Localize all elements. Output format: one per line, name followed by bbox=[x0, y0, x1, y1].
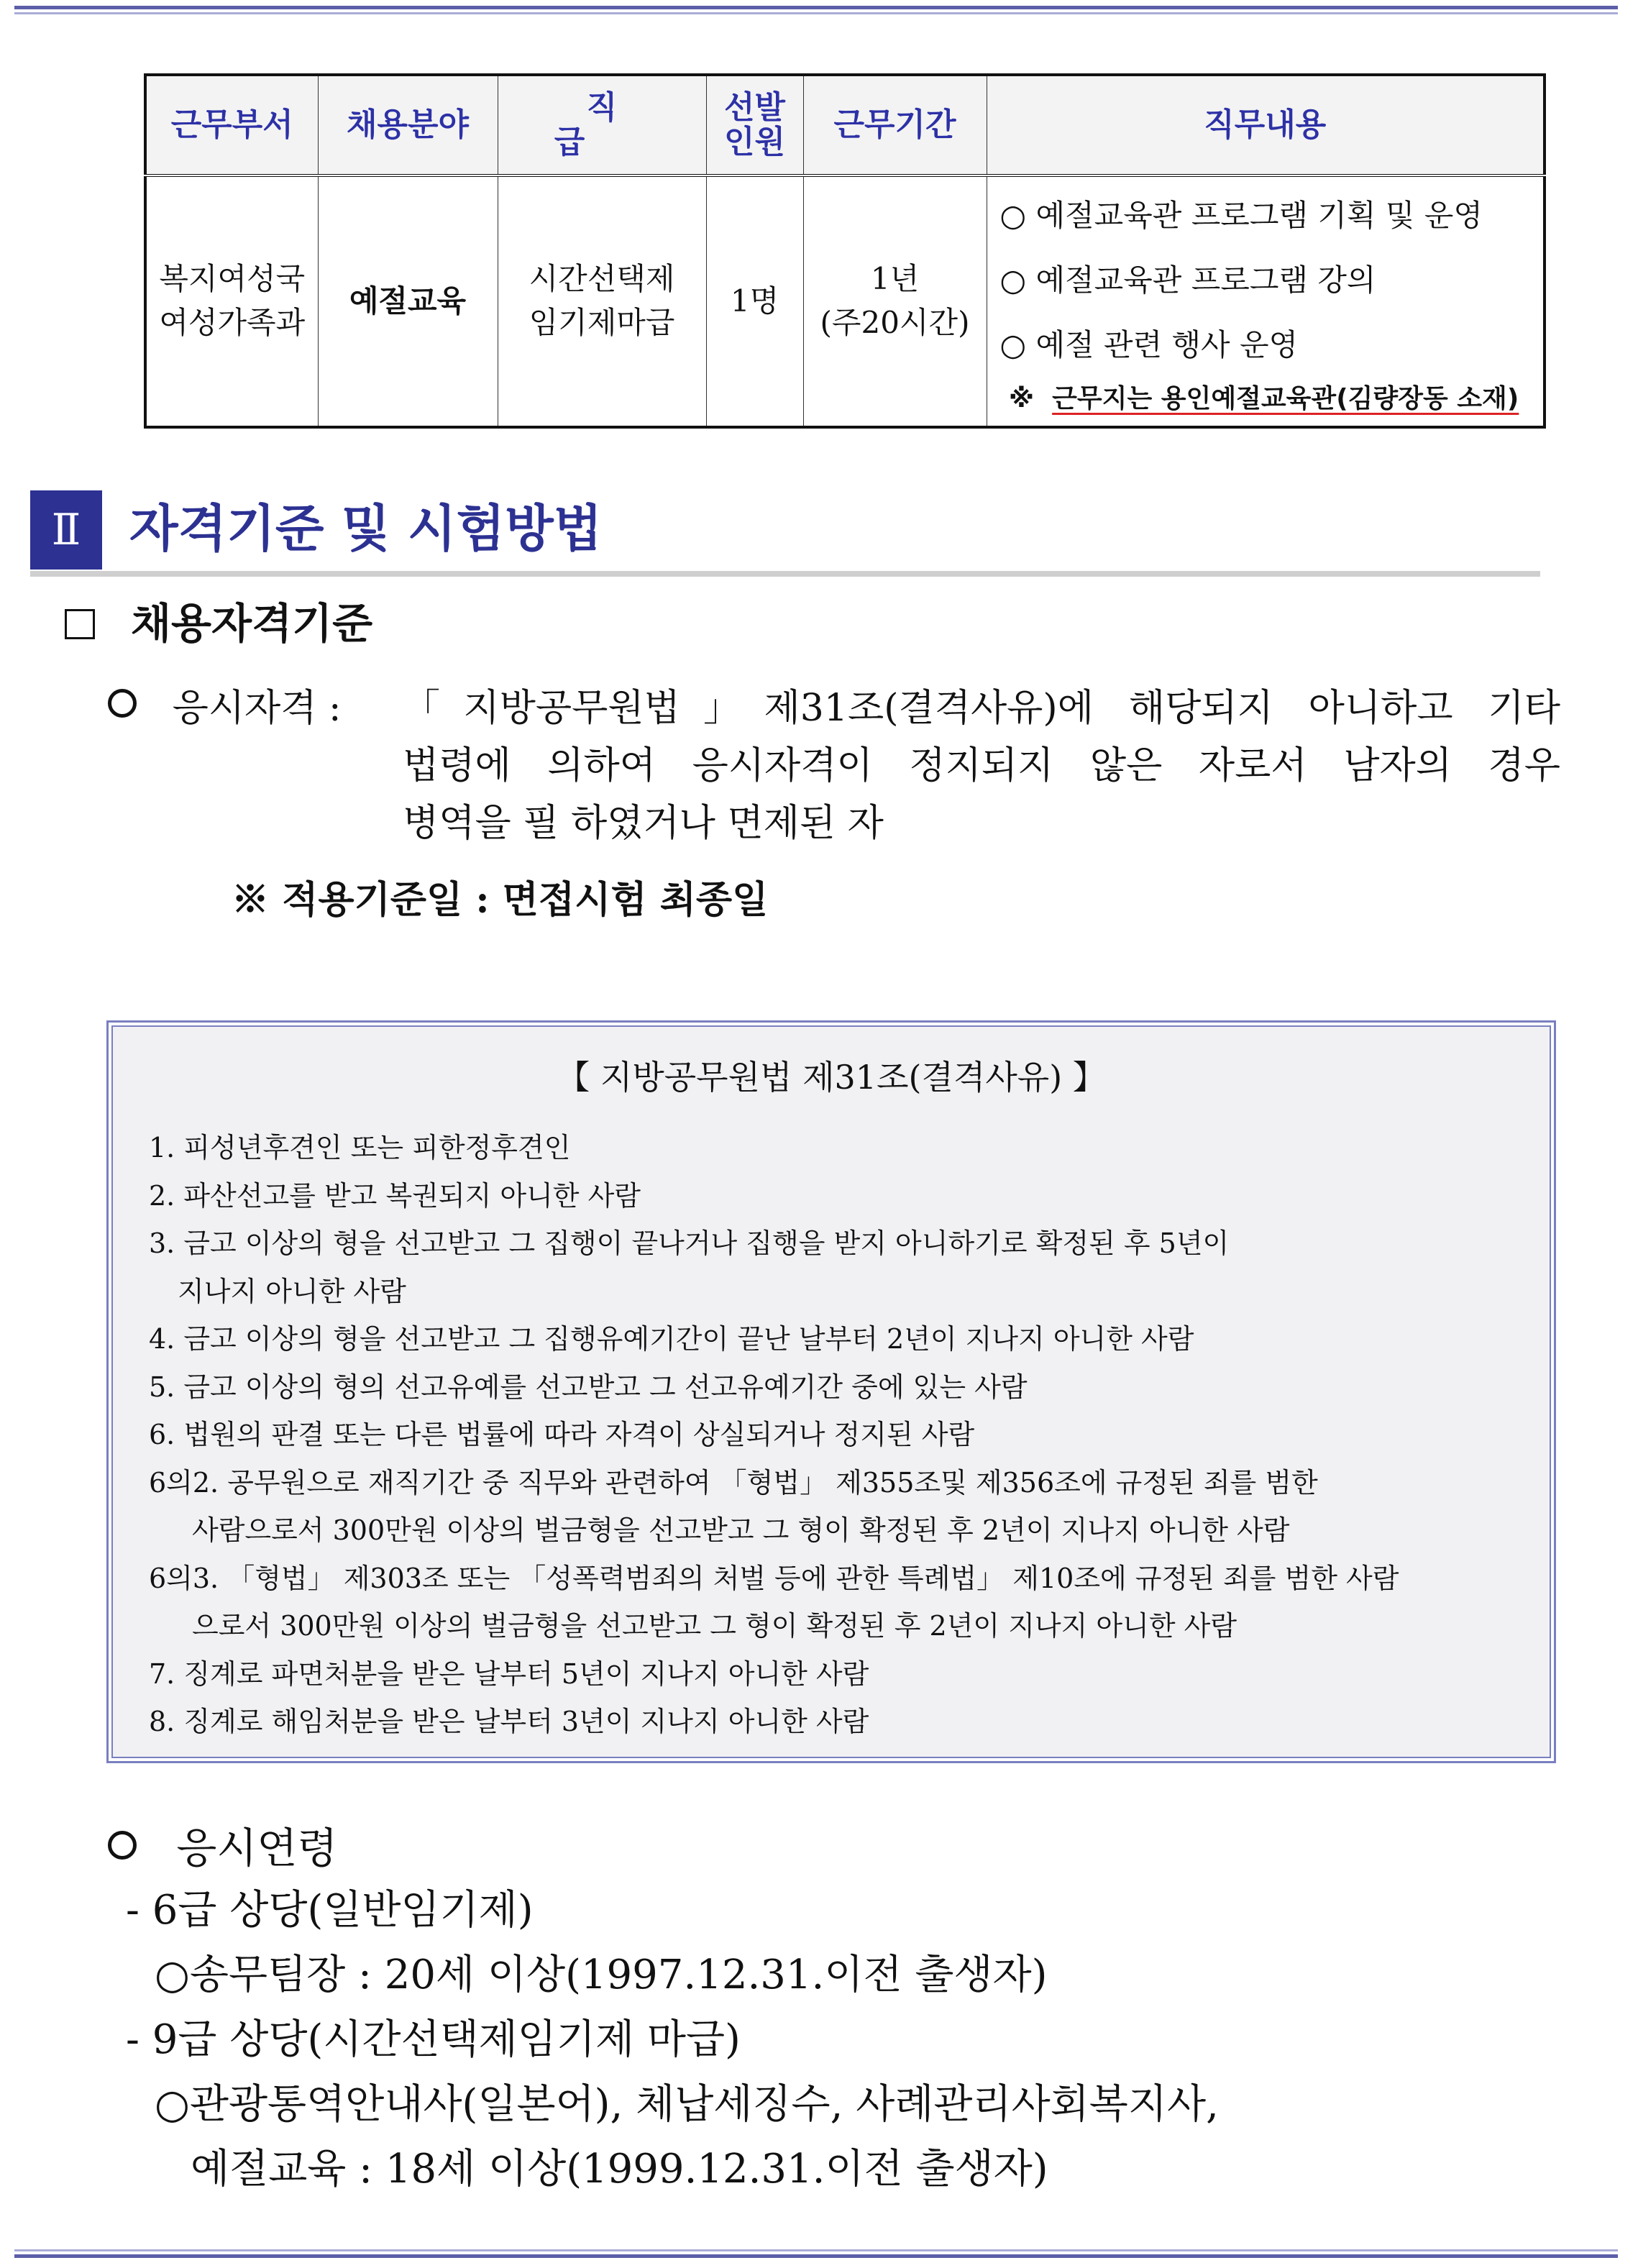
cell-count: 1명 bbox=[706, 175, 803, 427]
law-item: 사람으로서 300만원 이상의 벌금형을 선고받고 그 형이 확정된 후 2년이 지나지 아니한 사람 bbox=[192, 1514, 1290, 1546]
job-table-header bbox=[145, 75, 1545, 175]
qualification-line: 법령에 의하여 응시자격이 정지되지 않은 자로서 남자의 경우 bbox=[403, 744, 1560, 787]
law-item: 6의2. 공무원으로 재직기간 중 직무와 관련하여 「형법」 제355조및 제356조에 규정된 죄를 범한 bbox=[149, 1466, 1318, 1499]
cell-period bbox=[803, 175, 987, 427]
age-title bbox=[108, 1816, 337, 1880]
law-item: 7. 징계로 파면처분을 받은 날부터 5년이 지나지 아니한 사람 bbox=[149, 1657, 869, 1690]
header-field: 채용분야 bbox=[318, 75, 498, 175]
apply-date-note: ※ 적용기준일 : 면접시험 최종일 bbox=[232, 878, 769, 922]
duty-note bbox=[1000, 378, 1537, 420]
cell-duties bbox=[987, 175, 1545, 427]
law-item: 8. 징계로 해임처분을 받은 날부터 3년이 지나지 아니한 사람 bbox=[149, 1706, 869, 1737]
qualification-label-text: 응시자격 : bbox=[172, 687, 342, 730]
grade-line2: 임기제마급 bbox=[529, 305, 675, 340]
duty-item: ○ 예절 관련 행사 운영 bbox=[999, 327, 1299, 363]
cell-field: 예절교육 bbox=[318, 175, 498, 427]
header-period: 근무기간 bbox=[803, 75, 987, 175]
job-table-row bbox=[145, 175, 1545, 427]
qualification-label bbox=[108, 680, 388, 737]
header-dept: 근무부서 bbox=[145, 75, 318, 175]
age-grade6-item: ○송무팀장 : 20세 이상(1997.12.31.이전 출생자) bbox=[155, 1952, 1048, 1998]
age-title-text: 응시연령 bbox=[176, 1824, 338, 1873]
header-grade bbox=[498, 75, 706, 175]
grade-line1: 시간선택제 bbox=[529, 261, 675, 297]
law-item: 3. 금고 이상의 형을 선고받고 그 집행이 끝나거나 집행을 받지 아니하기로 확정된 후 5년이 bbox=[149, 1227, 1230, 1259]
duty-item: ○ 예절교육관 프로그램 강의 bbox=[999, 262, 1376, 298]
law-list bbox=[149, 1124, 1544, 1746]
header-duties: 직무내용 bbox=[987, 75, 1545, 175]
qualification-line: 병역을 필 하였거나 면제된 자 bbox=[403, 802, 884, 845]
header-count-line1: 선발 bbox=[723, 88, 785, 126]
circle-bullet-icon bbox=[108, 1831, 137, 1860]
age-grade9-item-line2: 예절교육 : 18세 이상(1999.12.31.이전 출생자) bbox=[191, 2146, 1048, 2192]
period-line1: 1년 bbox=[870, 261, 920, 297]
law-item: 5. 금고 이상의 형의 선고유예를 선고받고 그 선고유예기간 중에 있는 사람 bbox=[149, 1371, 1028, 1403]
section-number: Ⅱ bbox=[30, 490, 102, 570]
period-line2: (주20시간) bbox=[820, 305, 970, 340]
dept-line2: 여성가족과 bbox=[159, 305, 306, 340]
cell-dept bbox=[145, 175, 318, 427]
law-item: 4. 금고 이상의 형을 선고받고 그 집행유예기간이 끝난 날부터 2년이 지나지 아니한 사람 bbox=[149, 1323, 1194, 1355]
top-rule bbox=[14, 6, 1618, 14]
section-rule bbox=[30, 571, 1540, 577]
qualification-text bbox=[403, 680, 1560, 852]
circle-bullet-icon bbox=[108, 689, 137, 718]
law-item: 6의3. 「형법」 제303조 또는 「성폭력범죄의 처벌 등에 관한 특례법」 제10조에 규정된 죄를 범한 사람 bbox=[149, 1562, 1399, 1594]
law-item: 1. 피성년후견인 또는 피한정후견인 bbox=[149, 1132, 571, 1163]
age-grade9: - 9급 상당(시간선택제임기제 마급) bbox=[126, 2016, 741, 2063]
age-grade6: - 6급 상당(일반임기제) bbox=[126, 1887, 534, 1934]
duty-item: ○ 예절교육관 프로그램 기획 및 운영 bbox=[999, 197, 1483, 233]
law-item: 2. 파산선고를 받고 복권되지 아니한 사람 bbox=[149, 1179, 641, 1212]
note-mark: ※ bbox=[1009, 383, 1035, 413]
law-item: 6. 법원의 판결 또는 다른 법률에 따라 자격이 상실되거나 정지된 사람 bbox=[149, 1419, 975, 1450]
bottom-rule bbox=[14, 2249, 1618, 2258]
cell-grade bbox=[498, 175, 706, 427]
law-item: 으로서 300만원 이상의 벌금형을 선고받고 그 형이 확정된 후 2년이 지나지 아니한 사람 bbox=[192, 1610, 1237, 1642]
law-box bbox=[111, 1025, 1551, 1758]
note-text: 근무지는 용인예절교육관(김량장동 소재) bbox=[1052, 383, 1519, 413]
dept-line1: 복지여성국 bbox=[159, 261, 306, 297]
header-grade-text: 직급 bbox=[554, 88, 682, 160]
header-count bbox=[706, 75, 803, 175]
job-table bbox=[144, 73, 1546, 429]
qualification-line: 「지방공무원법」제31조(결격사유)에 해당되지 아니하고 기타 bbox=[403, 687, 1560, 730]
age-grade9-item-line1: ○관광통역안내사(일본어), 체납세징수, 사례관리사회복지사, bbox=[155, 2081, 1219, 2128]
section-title: 자격기준 및 시험방법 bbox=[129, 499, 603, 558]
law-box-title: 【 지방공무원법 제31조(결격사유) 】 bbox=[557, 1058, 1106, 1097]
header-count-line2: 인원 bbox=[723, 124, 785, 160]
subsection-title-text: 채용자격기준 bbox=[131, 599, 373, 648]
checkbox-square-icon bbox=[65, 609, 95, 639]
subsection-title bbox=[65, 591, 372, 656]
law-item: 지나지 아니한 사람 bbox=[178, 1275, 406, 1307]
